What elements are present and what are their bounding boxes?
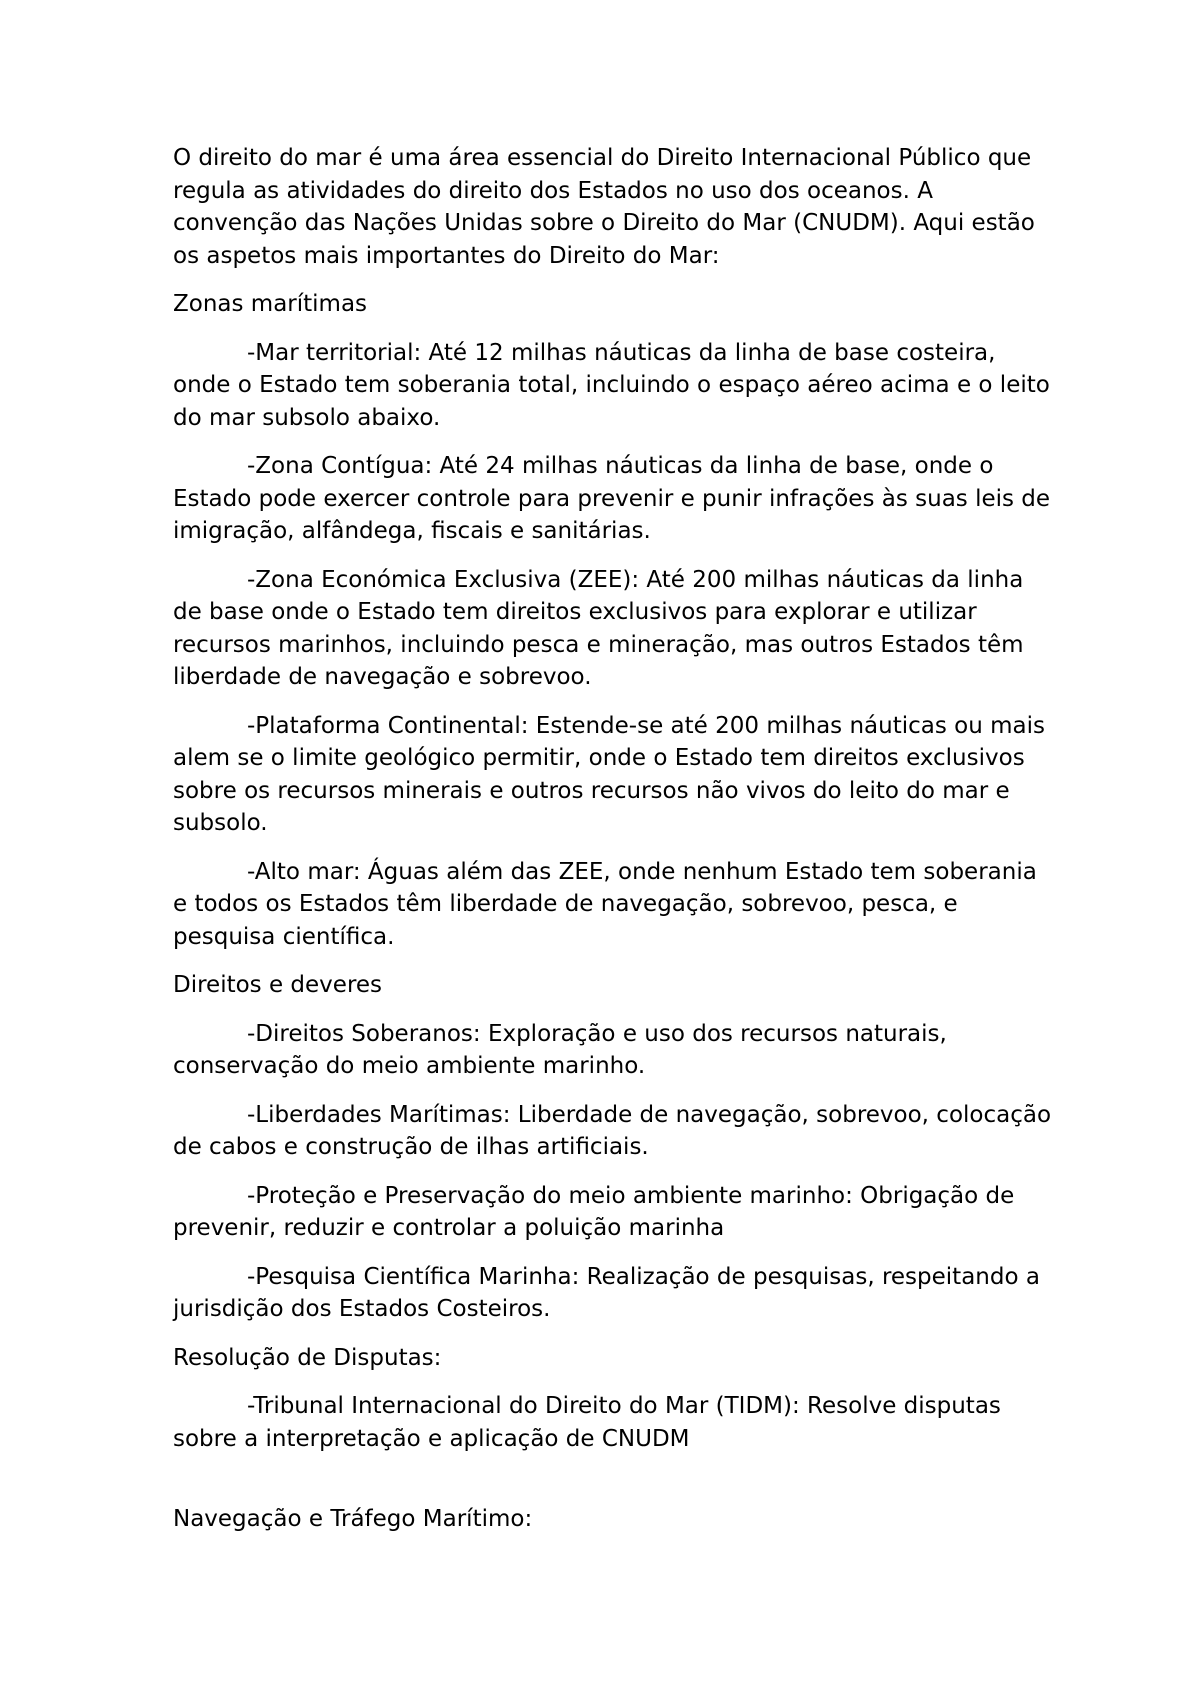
list-item-tidm: -Tribunal Internacional do Direito do Mar (TIDM): Resolve disputas sobre a interpretação e aplicação de CNUDM: [173, 1393, 1001, 1452]
list-item-protecao-preservacao: -Proteção e Preservação do meio ambiente marinho: Obrigação de prevenir, reduzir e controlar a poluição marinha: [173, 1182, 1015, 1241]
list-item-liberdades-maritimas: -Liberdades Marítimas: Liberdade de navegação, sobrevoo, colocação de cabos e construção de ilhas artificiais.: [173, 1101, 1052, 1160]
list-item-mar-territorial: -Mar territorial: Até 12 milhas náuticas da linha de base costeira, onde o Estado tem soberania total, incluindo o espaço aéreo acima e o leito do mar subsolo abaixo.: [173, 339, 1050, 431]
intro-paragraph: O direito do mar é uma área essencial do Direito Internacional Público que regula as atividades do direito dos Estados no uso dos oceanos. A convenção das Nações Unidas sobre o Direito do Mar (CNUDM). Aqui estão os aspetos mais importantes do Direito do Mar:: [173, 145, 1035, 269]
section-heading-navegacao-trafego: Navegação e Tráfego Marítimo:: [173, 1506, 533, 1532]
list-item-pesquisa-cientifica: -Pesquisa Científica Marinha: Realização de pesquisas, respeitando a jurisdição dos Estados Costeiros.: [173, 1263, 1040, 1322]
document-body: [173, 142, 1053, 1552]
list-item-direitos-soberanos: -Direitos Soberanos: Exploração e uso dos recursos naturais, conservação do meio ambiente marinho.: [173, 1020, 947, 1079]
list-item-zona-contigua: -Zona Contígua: Até 24 milhas náuticas da linha de base, onde o Estado pode exercer controle para prevenir e punir infrações às suas leis de imigração, alfândega, fiscais e sanitárias.: [173, 453, 1051, 544]
list-item-plataforma-continental: -Plataforma Continental: Estende-se até 200 milhas náuticas ou mais alem se o limite geológico permitir, onde o Estado tem direitos exclusivos sobre os recursos minerais e outros recursos não vivos do leito do mar e subsolo.: [173, 712, 1045, 836]
section-heading-direitos-deveres: Direitos e deveres: [173, 972, 383, 998]
section-heading-resolucao-disputas: Resolução de Disputas:: [173, 1344, 442, 1371]
section-heading-zonas-maritimas: Zonas marítimas: [173, 291, 368, 317]
list-item-zee: -Zona Económica Exclusiva (ZEE): Até 200 milhas náuticas da linha de base onde o Estado tem direitos exclusivos para explorar e utilizar recursos marinhos, incluindo pesca e mineração, mas outros Estados têm liberdade de navegação e sobrevoo.: [173, 566, 1024, 690]
list-item-alto-mar: -Alto mar: Águas além das ZEE, onde nenhum Estado tem soberania e todos os Estados têm liberdade de navegação, sobrevoo, pesca, e pesquisa científica.: [173, 858, 1037, 950]
